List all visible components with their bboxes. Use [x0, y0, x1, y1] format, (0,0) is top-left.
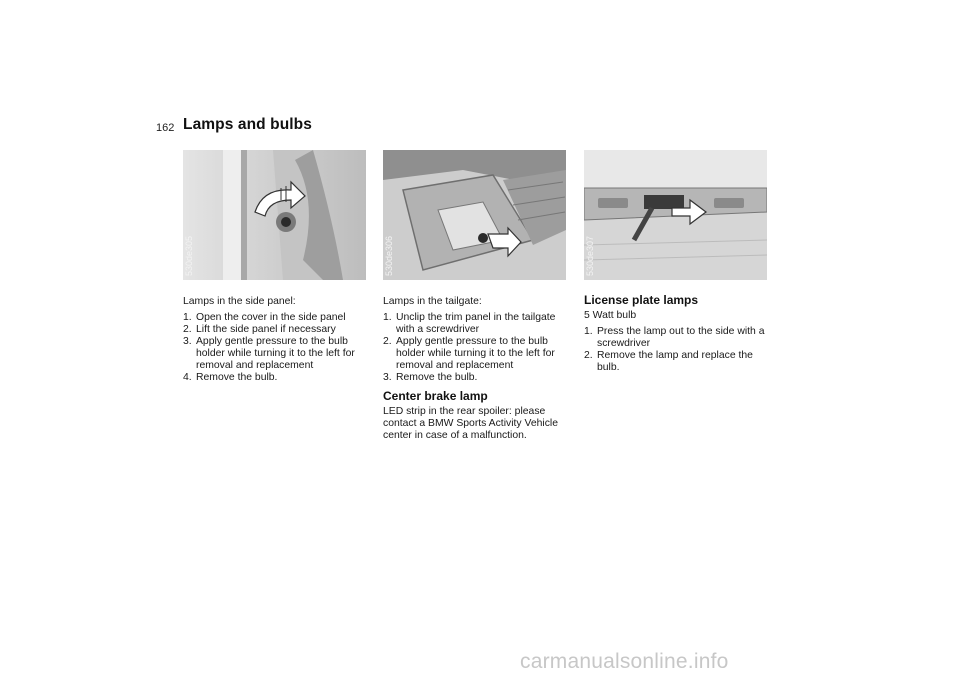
list-item: 1. Press the lamp out to the side with a screwdriver	[584, 326, 765, 349]
figure-code: 530de306	[384, 235, 394, 276]
list-item: 3. Remove the bulb.	[383, 372, 478, 383]
tailgate-intro: Lamps in the tailgate:	[383, 296, 482, 307]
license-plate-intro: 5 Watt bulb	[584, 310, 637, 321]
list-item: 2. Apply gentle pressure to the bulb holder while turning it to the left for removal and replacement	[383, 336, 555, 371]
tailgate-lamp-photo	[383, 150, 566, 280]
side-panel-steps	[183, 312, 375, 384]
tailgate-instructions	[383, 296, 575, 442]
license-plate-instructions	[584, 294, 776, 374]
list-item: 2. Lift the side panel if necessary	[183, 324, 336, 335]
license-plate-lamp-photo	[584, 150, 767, 280]
watermark: carmanualsonline.info	[520, 650, 729, 673]
list-item: 3. Apply gentle pressure to the bulb holder while turning it to the left for removal and replacement	[183, 336, 355, 371]
license-plate-lamps-heading: License plate lamps	[584, 293, 699, 307]
page-title: Lamps and bulbs	[183, 116, 312, 133]
list-item: 1. Unclip the trim panel in the tailgate with a screwdriver	[383, 312, 556, 335]
figure-code: 530de305	[184, 235, 194, 276]
license-plate-steps	[584, 326, 776, 374]
side-panel-intro: Lamps in the side panel:	[183, 296, 296, 307]
list-item: 1. Open the cover in the side panel	[183, 312, 346, 323]
center-brake-lamp-heading: Center brake lamp	[383, 389, 488, 403]
list-item: 2. Remove the lamp and replace the bulb.	[584, 350, 753, 373]
tailgate-steps	[383, 312, 575, 384]
center-brake-lamp-text: LED strip in the rear spoiler: please contact a BMW Sports Activity Vehicle center in case of a malfunction.	[383, 406, 558, 441]
page-number: 162	[156, 122, 175, 134]
side-panel-instructions	[183, 296, 375, 384]
list-item: 4. Remove the bulb.	[183, 372, 278, 383]
side-panel-lamp-photo	[183, 150, 366, 280]
figure-code: 530de307	[585, 235, 595, 276]
